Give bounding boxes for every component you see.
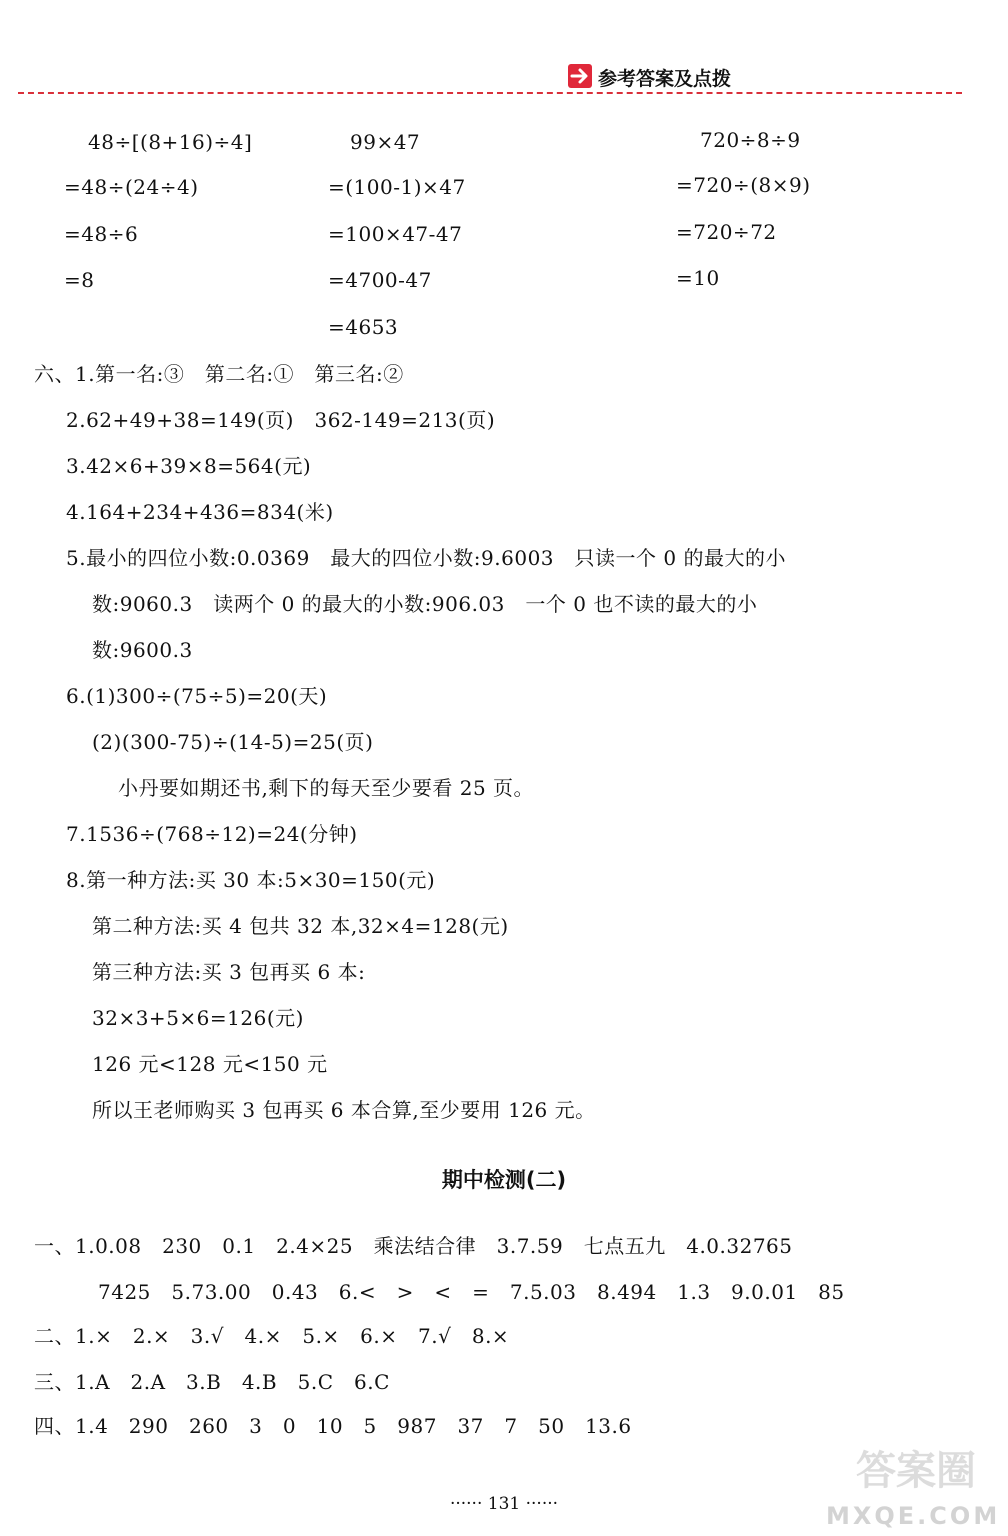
- arrow-right-icon: [568, 64, 592, 88]
- calc-line: =48÷(24÷4): [64, 175, 199, 199]
- calc-line: =48÷6: [64, 222, 139, 246]
- watermark-cn: 答案圈: [856, 1448, 976, 1494]
- answer-line: 2.62+49+38=149(页) 362-149=213(页): [66, 408, 496, 432]
- answer-line: 7425 5.73.00 0.43 6.< > < = 7.5.03 8.494 1.3 9.0.01 85: [98, 1280, 845, 1304]
- answer-line: 三、1.A 2.A 3.B 4.B 5.C 6.C: [34, 1370, 390, 1394]
- answer-line: 32×3+5×6=126(元): [92, 1006, 304, 1030]
- answer-line: 小丹要如期还书,剩下的每天至少要看 25 页。: [118, 776, 535, 800]
- calc-line: 48÷[(8+16)÷4]: [88, 130, 253, 154]
- answer-line: (2)(300-75)÷(14-5)=25(页): [92, 730, 374, 754]
- watermark-logo: [826, 1444, 1001, 1530]
- answer-line: 数:9060.3 读两个 0 的最大的小数:906.03 一个 0 也不读的最大的小: [92, 592, 758, 616]
- answer-line: 四、1.4 290 260 3 0 10 5 987 37 7 50 13.6: [34, 1414, 632, 1438]
- answer-line: 六、1.第一名:③ 第二名:① 第三名:②: [34, 362, 404, 386]
- calc-line: =4700-47: [328, 268, 432, 292]
- page-header: [0, 58, 1008, 98]
- answer-line: 5.最小的四位小数:0.0369 最大的四位小数:9.6003 只读一个 0 的最大的小: [66, 546, 786, 570]
- page-number: ······ 131 ······: [449, 1494, 559, 1514]
- section-title: 期中检测(二): [441, 1168, 567, 1192]
- answer-line: 3.42×6+39×8=564(元): [66, 454, 312, 478]
- answer-line: 第二种方法:买 4 包共 32 本,32×4=128(元): [92, 914, 509, 938]
- calc-line: =(100-1)×47: [328, 175, 466, 199]
- calc-line: =10: [676, 266, 720, 290]
- answer-line: 7.1536÷(768÷12)=24(分钟): [66, 822, 358, 846]
- watermark-en: MXQE.COM: [826, 1502, 1001, 1530]
- answer-line: 第三种方法:买 3 包再买 6 本:: [92, 960, 366, 984]
- calc-line: 99×47: [350, 130, 421, 154]
- answer-line: 126 元<128 元<150 元: [92, 1052, 328, 1076]
- calc-line: =4653: [328, 315, 399, 339]
- calc-line: =100×47-47: [328, 222, 463, 246]
- header-divider: [18, 92, 962, 94]
- calc-line: =720÷72: [676, 220, 777, 244]
- calc-line: =8: [64, 268, 95, 292]
- calc-line: =720÷(8×9): [676, 173, 811, 197]
- answer-line: 数:9600.3: [92, 638, 193, 662]
- answer-line: 所以王老师购买 3 包再买 6 本合算,至少要用 126 元。: [92, 1098, 596, 1122]
- header-title: 参考答案及点拨: [598, 68, 732, 90]
- answer-line: 一、1.0.08 230 0.1 2.4×25 乘法结合律 3.7.59 七点五九 4.0.32765: [34, 1234, 793, 1258]
- answer-line: 6.(1)300÷(75÷5)=20(天): [66, 684, 328, 708]
- answer-line: 二、1.× 2.× 3.√ 4.× 5.× 6.× 7.√ 8.×: [34, 1324, 510, 1348]
- answer-line: 4.164+234+436=834(米): [66, 500, 334, 524]
- answer-line: 8.第一种方法:买 30 本:5×30=150(元): [66, 868, 436, 892]
- calc-line: 720÷8÷9: [700, 128, 801, 152]
